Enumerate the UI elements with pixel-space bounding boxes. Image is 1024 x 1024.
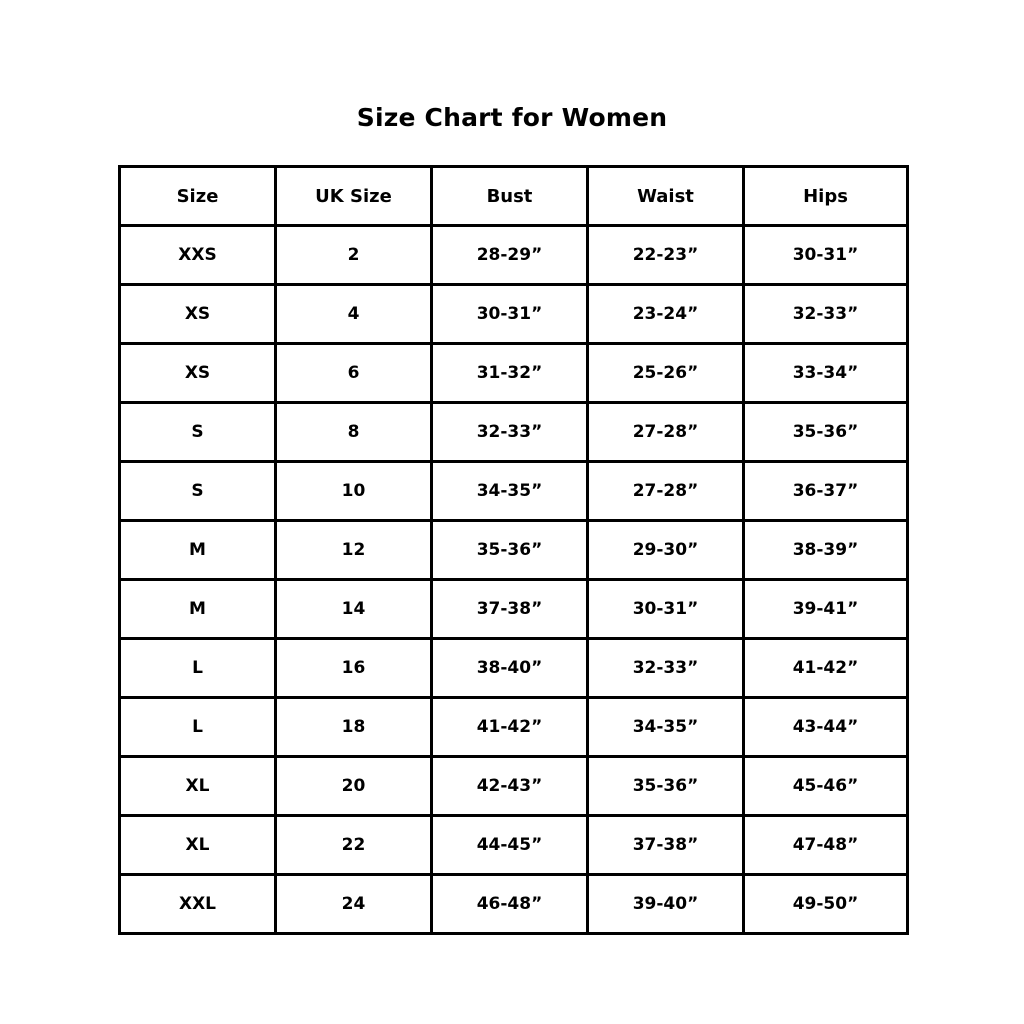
cell-size: L	[120, 698, 276, 757]
cell-waist: 34-35”	[588, 698, 744, 757]
cell-hips: 43-44”	[744, 698, 908, 757]
cell-size: XS	[120, 285, 276, 344]
cell-hips: 30-31”	[744, 226, 908, 285]
table-row	[120, 521, 908, 580]
cell-bust: 30-31”	[432, 285, 588, 344]
table-row	[120, 344, 908, 403]
cell-size: M	[120, 580, 276, 639]
cell-uk-size: 24	[276, 875, 432, 934]
table-row	[120, 285, 908, 344]
cell-waist: 37-38”	[588, 816, 744, 875]
size-chart-table	[118, 165, 909, 935]
table-row	[120, 462, 908, 521]
cell-waist: 39-40”	[588, 875, 744, 934]
cell-hips: 47-48”	[744, 816, 908, 875]
cell-waist: 29-30”	[588, 521, 744, 580]
cell-waist: 30-31”	[588, 580, 744, 639]
column-header-waist: Waist	[588, 167, 744, 226]
cell-size: XS	[120, 344, 276, 403]
cell-uk-size: 22	[276, 816, 432, 875]
table-body	[120, 226, 908, 934]
cell-size: M	[120, 521, 276, 580]
cell-bust: 44-45”	[432, 816, 588, 875]
table-row	[120, 226, 908, 285]
page-title: Size Chart for Women	[356, 103, 668, 132]
cell-hips: 38-39”	[744, 521, 908, 580]
cell-hips: 41-42”	[744, 639, 908, 698]
cell-uk-size: 10	[276, 462, 432, 521]
cell-waist: 22-23”	[588, 226, 744, 285]
cell-hips: 33-34”	[744, 344, 908, 403]
cell-hips: 45-46”	[744, 757, 908, 816]
cell-waist: 32-33”	[588, 639, 744, 698]
cell-uk-size: 8	[276, 403, 432, 462]
table-row	[120, 875, 908, 934]
cell-size: S	[120, 462, 276, 521]
cell-size: S	[120, 403, 276, 462]
table-header	[120, 167, 908, 226]
table-row	[120, 816, 908, 875]
cell-waist: 25-26”	[588, 344, 744, 403]
cell-waist: 23-24”	[588, 285, 744, 344]
table-row	[120, 757, 908, 816]
cell-uk-size: 6	[276, 344, 432, 403]
cell-bust: 31-32”	[432, 344, 588, 403]
cell-size: XXL	[120, 875, 276, 934]
cell-uk-size: 12	[276, 521, 432, 580]
cell-bust: 32-33”	[432, 403, 588, 462]
cell-uk-size: 2	[276, 226, 432, 285]
column-header-hips: Hips	[744, 167, 908, 226]
cell-hips: 32-33”	[744, 285, 908, 344]
cell-bust: 38-40”	[432, 639, 588, 698]
table-row	[120, 580, 908, 639]
column-header-uk-size: UK Size	[276, 167, 432, 226]
cell-waist: 27-28”	[588, 403, 744, 462]
cell-hips: 35-36”	[744, 403, 908, 462]
table-row	[120, 698, 908, 757]
cell-bust: 35-36”	[432, 521, 588, 580]
cell-size: XL	[120, 816, 276, 875]
cell-bust: 41-42”	[432, 698, 588, 757]
cell-bust: 42-43”	[432, 757, 588, 816]
cell-waist: 35-36”	[588, 757, 744, 816]
table-header-row	[120, 167, 908, 226]
cell-bust: 34-35”	[432, 462, 588, 521]
cell-waist: 27-28”	[588, 462, 744, 521]
cell-bust: 46-48”	[432, 875, 588, 934]
table-row	[120, 403, 908, 462]
cell-size: L	[120, 639, 276, 698]
cell-hips: 36-37”	[744, 462, 908, 521]
cell-hips: 39-41”	[744, 580, 908, 639]
table-row	[120, 639, 908, 698]
column-header-size: Size	[120, 167, 276, 226]
cell-size: XL	[120, 757, 276, 816]
cell-uk-size: 18	[276, 698, 432, 757]
cell-bust: 28-29”	[432, 226, 588, 285]
cell-uk-size: 4	[276, 285, 432, 344]
cell-uk-size: 14	[276, 580, 432, 639]
cell-uk-size: 20	[276, 757, 432, 816]
cell-hips: 49-50”	[744, 875, 908, 934]
cell-uk-size: 16	[276, 639, 432, 698]
column-header-bust: Bust	[432, 167, 588, 226]
cell-bust: 37-38”	[432, 580, 588, 639]
size-chart-table-container	[118, 165, 906, 935]
cell-size: XXS	[120, 226, 276, 285]
